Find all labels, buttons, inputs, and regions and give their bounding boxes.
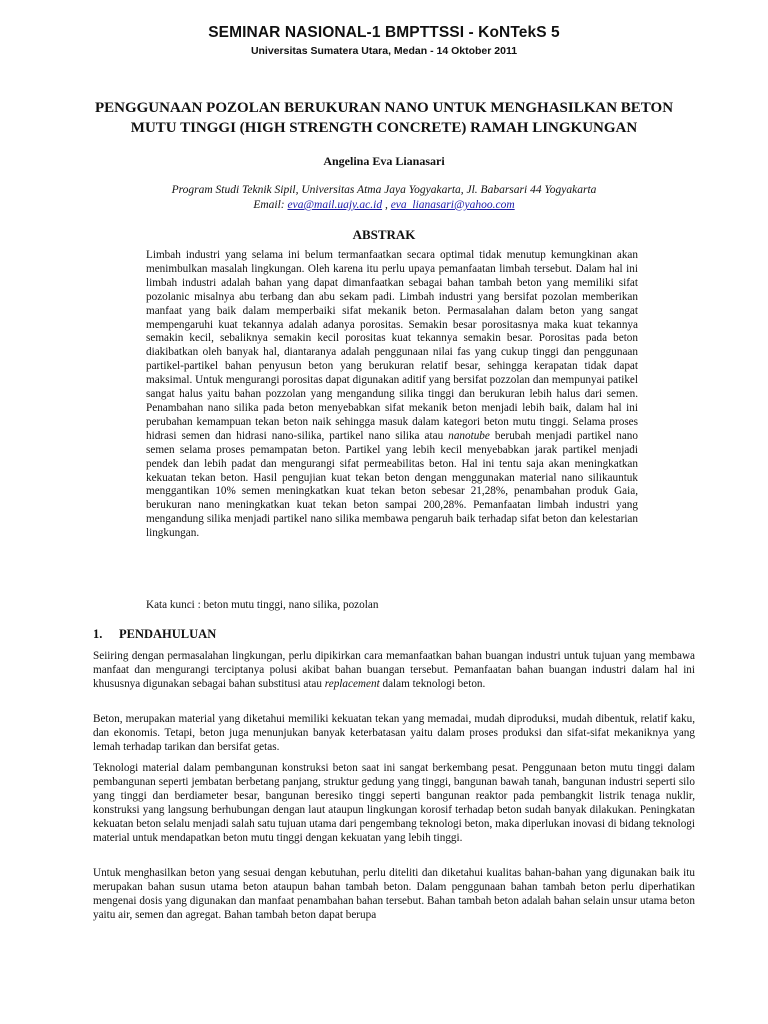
- intro-paragraph-3: Teknologi material dalam pembangunan konstruksi beton saat ini sangat berkembang pesat. Penggunaan beton mutu tinggi dalam pembangunan seperti jembatan berbetang panjang, struktur gedung yang tinggi, bangunan bawah tanah, bangunan industri seperti silo yang tinggi dan berdiameter besar, bangunan beresiko tinggi seperti bangunan reaktor pada pembangkit listrik tenaga nuklir, konstruksi yang langsung berhubungan dengan laut ataupun lingkungan korosif terhadap beton sudah banyak dilakukan. Peningkatan kekuatan beton selalu menjadi salah satu tujuan utama dari pengembang teknologi beton, maka diperlukan inovasi di bidang teknologi material untuk mendapatkan beton mutu tinggi dengan kekuatan yang lebih tinggi.: [93, 762, 695, 844]
- section-heading: PENDAHULUAN: [119, 627, 217, 641]
- intro-paragraph-1: [93, 650, 695, 692]
- abstract-text-part-1: Limbah industri yang selama ini belum termanfaatkan secara optimal tidak menutup kemungkinan akan menimbulkan masalah lingkungan. Oleh karena itu perlu upaya pemanfaatan limbah tersebut. Dalam hal ini limbah industri adalah bahan yang dapat dimanfaatkan sebagai bahan tambah beton yang memiliki sifat pozolanic misalnya abu terbang dan abu sekam padi. Limbah industri yang bersifat pozolan memberikan manfaat yang baik dalam memperbaiki sifat mekanik beton. Permasalahan dalam beton yang sangat mempengaruhi kuat tekannya adalah adanya porositas. Semakin besar porositasnya maka kuat tekannya semakin kecil, sebaliknya semakin kecil porositas kuat tekannya semakin besar. Porositas pada beton diakibatkan oleh banyak hal, diantaranya adalah penggunaan nilai fas yang cukup tinggi dan penggunaan partikel-partikel bahan penyusun beton yang berukuran relatif besar, sehingga kerapatan tidak dapat maksimal. Untuk mengurangi porositas dapat digunakan aditif yang bersifat pozzolan dan mempunyai patikel sangat halus yaitu bahan pozzolan yang mengandung silika tinggi dan berukuran lebih halus dari semen. Penambahan nano silika pada beton menyebabkan sifat mekanik beton menjadi lebih baik, dalam hal ini perubahan kemampuan tekan beton naik sehingga masuk dalam kategori beton mutu tinggi. Selama proses hidrasi semen dan hidrasi nano-silika, partikel nano silika atau: [146, 249, 638, 442]
- email-label: Email:: [253, 199, 285, 211]
- email-link-1[interactable]: eva@mail.uajy.ac.id: [287, 199, 383, 211]
- intro-p1-part-1: Seiiring dengan permasalahan lingkungan, perlu dipikirkan cara memanfaatkan bahan buangan industri untuk tujuan yang membawa manfaat dan mengurangi terciptanya polusi akibat bahan buangan tersebut. Pemanfaatan bahan buangan industri dalam hal ini khususnya digunakan sebagai bahan substitusi atau: [93, 650, 695, 690]
- author-affiliation: Program Studi Teknik Sipil, Universitas Atma Jaya Yogyakarta, Jl. Babarsari 44 Yogyakarta: [171, 184, 597, 196]
- abstract-text-part-2: berubah menjadi partikel nano semen selama proses pemampatan beton. Partikel yang lebih kecil menyebabkan jarak partikel menjadi pendek dan lebih padat dan mengurangi sifat permeabilitas beton. Hal ini tentu saja akan meningkatkan kekuatan tekan beton. Hasil pengujian kuat tekan beton dengan menggunakan material nano silikauntuk menggantikan 10% semen meningkatkan kuat tekan beton sebesar 21,28%, penambahan produk Gaia, berukuran nano meningkatkan kuat tekan beton sampai 200,28%. Pemanfaatan limbah industri yang mengandung silika menjadi partikel nano silika membawa pengaruh baik terhadap sifat beton dan kelestarian lingkungan.: [146, 429, 638, 540]
- paper-title-line-1: PENGGUNAAN POZOLAN BERUKURAN NANO UNTUK MENGHASILKAN BETON: [94, 100, 674, 116]
- paper-author: Angelina Eva Lianasari: [323, 154, 445, 168]
- abstract-keywords: Kata kunci : beton mutu tinggi, nano silika, pozolan: [146, 599, 379, 611]
- intro-p1-part-2: dalam teknologi beton.: [379, 677, 486, 690]
- email-separator: ,: [382, 199, 391, 211]
- seminar-header-subtitle: Universitas Sumatera Utara, Medan - 14 Oktober 2011: [250, 45, 518, 57]
- intro-paragraph-4: Untuk menghasilkan beton yang sesuai dengan kebutuhan, perlu diteliti dan diketahui kualitas bahan-bahan yang digunakan baik itu merupakan bahan susun utama beton ataupun bahan tambah beton. Dalam penggunaan bahan tambah beton perlu diperhatikan mengenai dosis yang digunakan dan manfaat penambahan bahan tersebut. Bahan tambah beton adalah bahan selain unsur utama beton yaitu air, semen dan agregat. Bahan tambah beton dapat berupa: [93, 867, 695, 921]
- intro-paragraph-2: Beton, merupakan material yang diketahui memiliki kekuatan tekan yang memadai, mudah diproduksi, mudah dibentuk, relatif kaku, dan ekonomis. Tetapi, beton juga menunjukan banyak keterbatasan yaitu dalam proses produksi dan sifat-sifat mekaniknya yang lemah terhadap tarikan dan bersifat getas.: [93, 713, 695, 753]
- paper-title: [60, 98, 708, 138]
- intro-p1-italic: replacement: [324, 677, 380, 690]
- section-number: 1.: [93, 627, 103, 641]
- abstract-text: [146, 249, 638, 541]
- author-email-line: [0, 198, 768, 213]
- author-affiliation-block: [0, 183, 768, 213]
- seminar-header-title: SEMINAR NASIONAL-1 BMPTTSSI - KoNTekS 5: [208, 24, 560, 41]
- abstract-heading: ABSTRAK: [352, 227, 416, 242]
- abstract-italic-term: nanotube: [448, 429, 490, 442]
- email-link-2[interactable]: eva_lianasari@yahoo.com: [390, 199, 515, 211]
- paper-title-line-2: MUTU TINGGI (HIGH STRENGTH CONCRETE) RAMAH LINGKUNGAN: [130, 120, 638, 136]
